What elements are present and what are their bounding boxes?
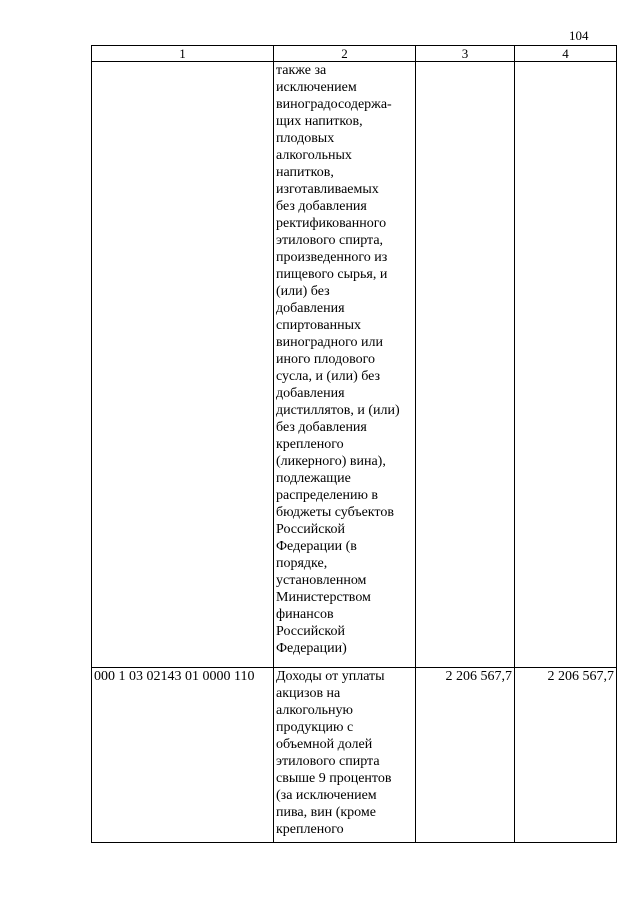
amount-cell-col3 (416, 668, 515, 843)
table-row (92, 668, 617, 843)
column-header-3: 3 (416, 46, 515, 62)
table-header-row (92, 46, 617, 62)
amount-cell-col4 (515, 62, 617, 668)
description-text: Доходы от уплаты акцизов на алкогольную продукцию с объемной долей этилового спирта свыше 9 процентов (за исключением пива, вин (кроме крепленого (276, 669, 392, 837)
page-number: 104 (569, 28, 589, 43)
column-header-4: 4 (515, 46, 617, 62)
budget-revenue-table (91, 45, 617, 843)
column-header-1: 1 (92, 46, 274, 62)
classification-code-cell: 000 1 03 02143 01 0000 110 (92, 668, 274, 843)
amount-value: 2 206 567,7 (445, 669, 512, 684)
table-row (92, 62, 617, 668)
description-cell (274, 668, 416, 843)
amount-cell-col4 (515, 668, 617, 843)
classification-code-cell (92, 62, 274, 668)
amount-value: 2 206 567,7 (547, 669, 614, 684)
amount-cell-col3 (416, 62, 515, 668)
column-header-2: 2 (274, 46, 416, 62)
description-cell (274, 62, 416, 668)
description-text: также за исключением виноградосодержа- щих напитков, плодовых алкогольных напитков, изготавливаемых без добавления ректификованного этилового спирта, произведенного из пищевого сырья, и (или) без добавления спиртованных виноградного или иного плодового сусла, и (или) без добавления дистиллятов, и (или) без добавления крепленого (ликерного) вина), подлежащие распределению в бюджеты субъектов Российской Федерации (в порядке, установленном Министерством финансов Российской Федерации) (276, 63, 400, 656)
